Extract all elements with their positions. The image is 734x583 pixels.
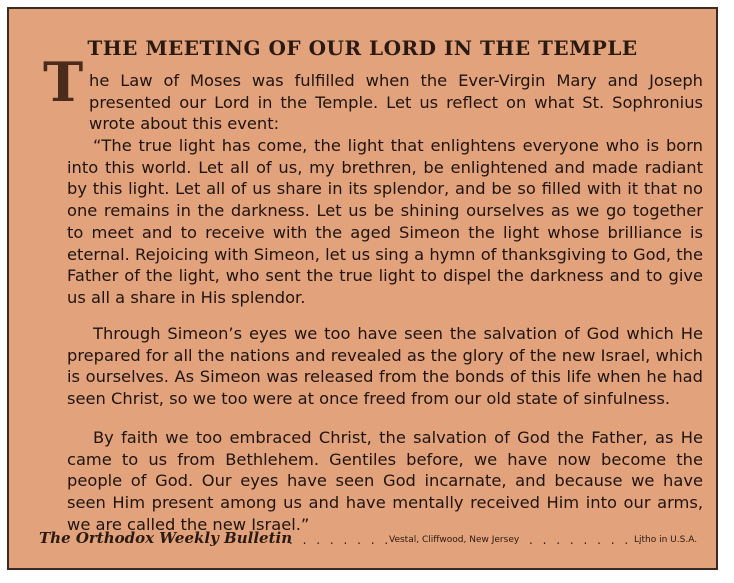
paragraph-intro: he Law of Moses was fulfilled when the Ever-Virgin Mary and Joseph presented our Lord in the Temple. Let us reflect on what St. Sophronius wrote about this event: [89,71,703,134]
paragraph-quote-1 [67,135,703,309]
publication-name: The Orthodox Weekly Bulletin [39,529,293,547]
publisher-location: Vestal, Cliffwood, New Jersey [389,535,520,545]
printer-note: Litho in U.S.A. [634,535,698,545]
drop-cap: T [43,50,84,114]
paragraph-quote-2-text: Through Simeon’s eyes we too have seen the salvation of God which He prepared for all the nations and revealed as the glory of the new Israel, which is ourselves. As Simeon was released from the bonds of this life when he had seen Christ, so we too were at once freed from our old state of sinfulness. [67,324,703,409]
bulletin-card [7,7,718,570]
page-title: THE MEETING OF OUR LORD IN THE TEMPLE [87,36,638,60]
paragraph-quote-3 [67,427,703,536]
leader-dots-2: . . . . . . . . . [529,533,645,547]
paragraph-quote-3-text: By faith we too embraced Christ, the salvation of God the Father, as He came to us from Bethlehem. Gentiles before, we have now become the people of God. Our eyes have seen God incarnate, and because we have seen Him present among us and have mentally received Him into our arms, we are called the new Israel.” [67,428,703,534]
leader-dots-1: . . . . . . . . [289,533,392,547]
paragraph-quote-2 [67,323,703,410]
paragraph-quote-1-text: “The true light has come, the light that enlightens everyone who is born into this world. Let all of us, my brethren, be enlightened and made radiant by this light. Let all of us share in its splendor, and be so filled with it that no one remains in the darkness. Let us be shining ourselves as we go together to meet and to receive with the aged Simeon the light whose brilliance is eternal. Rejoicing with Simeon, let us sing a hymn of thanksgiving to God, the Father of the light, who sent the true light to dispel the darkness and to give us all a share in His splendor. [67,136,703,307]
